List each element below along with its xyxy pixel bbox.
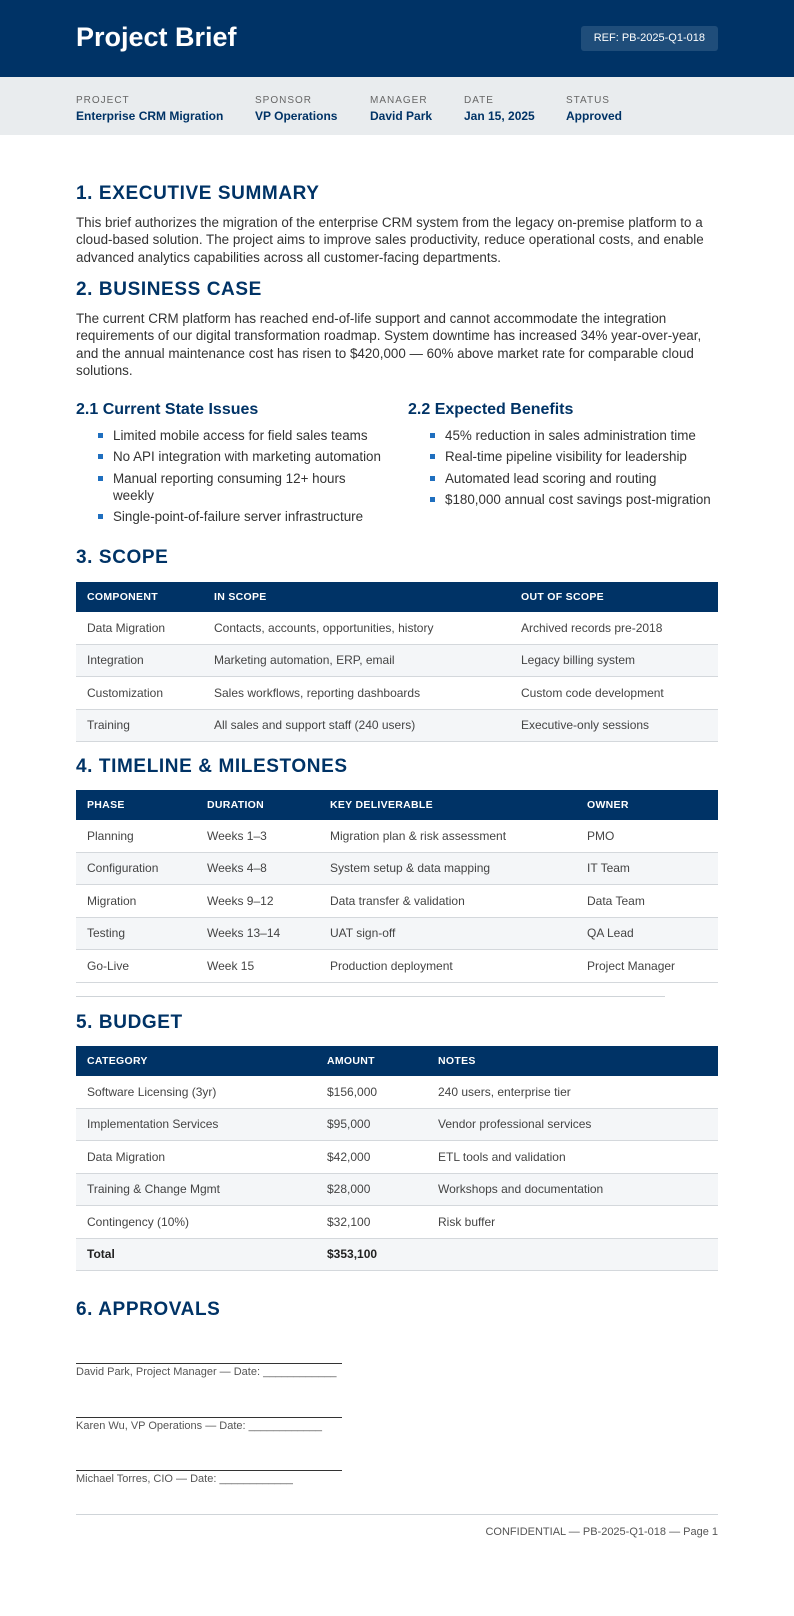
- table-row: [76, 677, 718, 710]
- bullet-icon: [430, 497, 435, 502]
- section-heading-budget: 5. BUDGET: [76, 1012, 183, 1033]
- table-cell: Data Team: [576, 885, 718, 918]
- list-item: [408, 427, 728, 444]
- table-row: [76, 644, 718, 677]
- meta-label: STATUS: [566, 95, 610, 106]
- table-cell: $95,000: [316, 1108, 427, 1141]
- table-cell: Marketing automation, ERP, email: [203, 644, 510, 677]
- table-cell: Week 15: [196, 950, 319, 983]
- table-header-row: [76, 582, 718, 612]
- list-item: [408, 491, 728, 508]
- bullet-icon: [98, 514, 103, 519]
- list-item: [76, 470, 382, 505]
- table-cell: Testing: [76, 917, 196, 950]
- list-item-text: $180,000 annual cost savings post-migration: [445, 491, 711, 507]
- table-cell: Planning: [76, 820, 196, 852]
- list-item: [408, 448, 728, 465]
- table-row: [76, 820, 718, 852]
- page-header: [0, 0, 794, 77]
- table-row: [76, 885, 718, 918]
- meta-date: [464, 94, 535, 123]
- subheading-expected-benefits: 2.2 Expected Benefits: [408, 401, 574, 418]
- table-total-row: [76, 1238, 718, 1271]
- meta-value: David Park: [370, 109, 433, 123]
- page-title: Project Brief: [76, 22, 237, 52]
- bullet-icon: [98, 433, 103, 438]
- list-item-text: 45% reduction in sales administration time: [445, 428, 696, 443]
- table-row: [76, 917, 718, 950]
- table-cell: Customization: [76, 677, 203, 710]
- table-cell: Migration: [76, 885, 196, 918]
- list-item-text: Limited mobile access for field sales teams: [113, 428, 368, 443]
- table-row: [76, 1173, 718, 1206]
- list-item: [76, 508, 382, 525]
- table-cell: Migration plan & risk assessment: [319, 820, 576, 852]
- budget-table: [76, 1046, 718, 1271]
- column-header: PHASE: [76, 790, 196, 820]
- table-cell: Training: [76, 709, 203, 742]
- table-cell: Executive-only sessions: [510, 709, 718, 742]
- column-header: COMPONENT: [76, 582, 203, 612]
- meta-label: MANAGER: [370, 95, 428, 106]
- table-cell: $42,000: [316, 1141, 427, 1174]
- current-issues-list: [76, 427, 382, 529]
- table-cell: Production deployment: [319, 950, 576, 983]
- column-header: IN SCOPE: [203, 582, 510, 612]
- table-cell: Archived records pre-2018: [510, 612, 718, 644]
- table-cell: Data transfer & validation: [319, 885, 576, 918]
- column-header: DURATION: [196, 790, 319, 820]
- list-item: [76, 427, 382, 444]
- scope-table: [76, 582, 718, 742]
- table-cell: Contacts, accounts, opportunities, history: [203, 612, 510, 644]
- table-cell: System setup & data mapping: [319, 852, 576, 885]
- business-case-text: The current CRM platform has reached end-of-life support and cannot accommodate the integration requirements of our digital transformation roadmap. System downtime has increased 34% year-over-year, and the annual maintenance cost has risen to $420,000 — 60% above market rate for comparable cloud solutions.: [76, 311, 702, 378]
- bullet-icon: [430, 476, 435, 481]
- table-row: [76, 709, 718, 742]
- meta-label: DATE: [464, 95, 494, 106]
- bullet-icon: [98, 454, 103, 459]
- table-cell: $156,000: [316, 1076, 427, 1108]
- meta-project: [76, 94, 223, 123]
- meta-label: PROJECT: [76, 95, 130, 106]
- page-footer: CONFIDENTIAL — PB-2025-Q1-018 — Page 1: [485, 1526, 718, 1538]
- list-item-text: No API integration with marketing automation: [113, 449, 381, 465]
- table-cell: Custom code development: [510, 677, 718, 710]
- list-item: [408, 470, 728, 487]
- table-row: [76, 1108, 718, 1141]
- table-header-row: [76, 1046, 718, 1076]
- table-cell: Sales workflows, reporting dashboards: [203, 677, 510, 710]
- expected-benefits-list: [408, 427, 728, 512]
- table-row: [76, 852, 718, 885]
- table-row: [76, 950, 718, 983]
- table-cell: Configuration: [76, 852, 196, 885]
- table-cell: ETL tools and validation: [427, 1141, 718, 1174]
- table-row: [76, 612, 718, 644]
- meta-sponsor: [255, 94, 337, 123]
- table-cell: $28,000: [316, 1173, 427, 1206]
- list-item-text: Single-point-of-failure server infrastructure: [113, 509, 364, 525]
- meta-value: Enterprise CRM Migration: [76, 109, 224, 123]
- signature-line: David Park, Project Manager — Date: ____________: [76, 1363, 342, 1378]
- table-cell: Contingency (10%): [76, 1206, 316, 1239]
- column-header: KEY DELIVERABLE: [319, 790, 576, 820]
- table-header-row: [76, 790, 718, 820]
- list-item-text: Manual reporting consuming 12+ hours weekly: [113, 470, 346, 503]
- table-cell: Total: [76, 1238, 316, 1271]
- bullet-icon: [430, 454, 435, 459]
- bullet-icon: [98, 476, 103, 481]
- table-cell: Weeks 4–8: [196, 852, 319, 885]
- bullet-icon: [430, 433, 435, 438]
- table-cell: [427, 1238, 718, 1271]
- table-cell: UAT sign-off: [319, 917, 576, 950]
- table-cell: IT Team: [576, 852, 718, 885]
- table-cell: Software Licensing (3yr): [76, 1076, 316, 1108]
- column-header: AMOUNT: [316, 1046, 427, 1076]
- signature-line: Karen Wu, VP Operations — Date: ____________: [76, 1417, 342, 1432]
- table-cell: All sales and support staff (240 users): [203, 709, 510, 742]
- table-row: [76, 1141, 718, 1174]
- meta-value: Jan 15, 2025: [464, 109, 535, 123]
- table-cell: $353,100: [316, 1238, 427, 1271]
- table-cell: Weeks 9–12: [196, 885, 319, 918]
- metadata-bar: [0, 77, 794, 135]
- table-cell: Project Manager: [576, 950, 718, 983]
- meta-manager: [370, 94, 432, 123]
- list-item-text: Automated lead scoring and routing: [445, 470, 657, 486]
- column-header: OWNER: [576, 790, 718, 820]
- table-cell: 240 users, enterprise tier: [427, 1076, 718, 1108]
- meta-value: VP Operations: [255, 109, 338, 123]
- summary-text: This brief authorizes the migration of the enterprise CRM system from the legacy on-premise platform to a cloud-based solution. The project aims to improve sales productivity, reduce operational costs, and enable advanced analytics capabilities across all customer-facing departments.: [76, 215, 704, 265]
- section-heading-approvals: 6. APPROVALS: [76, 1299, 221, 1320]
- table-cell: Data Migration: [76, 1141, 316, 1174]
- section-heading-timeline: 4. TIMELINE & MILESTONES: [76, 756, 348, 777]
- signature-line: Michael Torres, CIO — Date: ____________: [76, 1470, 342, 1485]
- table-cell: Implementation Services: [76, 1108, 316, 1141]
- list-item-text: Real-time pipeline visibility for leadership: [445, 449, 687, 465]
- meta-label: SPONSOR: [255, 95, 313, 106]
- table-cell: Risk buffer: [427, 1206, 718, 1239]
- table-cell: Training & Change Mgmt: [76, 1173, 316, 1206]
- section-heading-business-case: 2. BUSINESS CASE: [76, 279, 262, 300]
- meta-status: [566, 94, 622, 123]
- column-header: CATEGORY: [76, 1046, 316, 1076]
- reference-badge: REF: PB-2025-Q1-018: [581, 26, 718, 51]
- footer-divider: [76, 1514, 718, 1515]
- table-cell: Weeks 13–14: [196, 917, 319, 950]
- list-item: [76, 448, 382, 465]
- section-divider: [76, 996, 665, 997]
- meta-value: Approved: [566, 109, 623, 123]
- subheading-current-issues: 2.1 Current State Issues: [76, 401, 259, 418]
- section-heading-scope: 3. SCOPE: [76, 547, 169, 568]
- table-row: [76, 1206, 718, 1239]
- section-heading-summary: 1. EXECUTIVE SUMMARY: [76, 183, 320, 204]
- table-cell: $32,100: [316, 1206, 427, 1239]
- table-cell: Data Migration: [76, 612, 203, 644]
- table-cell: Integration: [76, 644, 203, 677]
- table-cell: Go-Live: [76, 950, 196, 983]
- table-cell: Weeks 1–3: [196, 820, 319, 852]
- table-row: [76, 1076, 718, 1108]
- table-cell: Vendor professional services: [427, 1108, 718, 1141]
- column-header: NOTES: [427, 1046, 718, 1076]
- timeline-table: [76, 790, 718, 983]
- column-header: OUT OF SCOPE: [510, 582, 718, 612]
- table-cell: QA Lead: [576, 917, 718, 950]
- table-cell: Workshops and documentation: [427, 1173, 718, 1206]
- table-cell: Legacy billing system: [510, 644, 718, 677]
- table-cell: PMO: [576, 820, 718, 852]
